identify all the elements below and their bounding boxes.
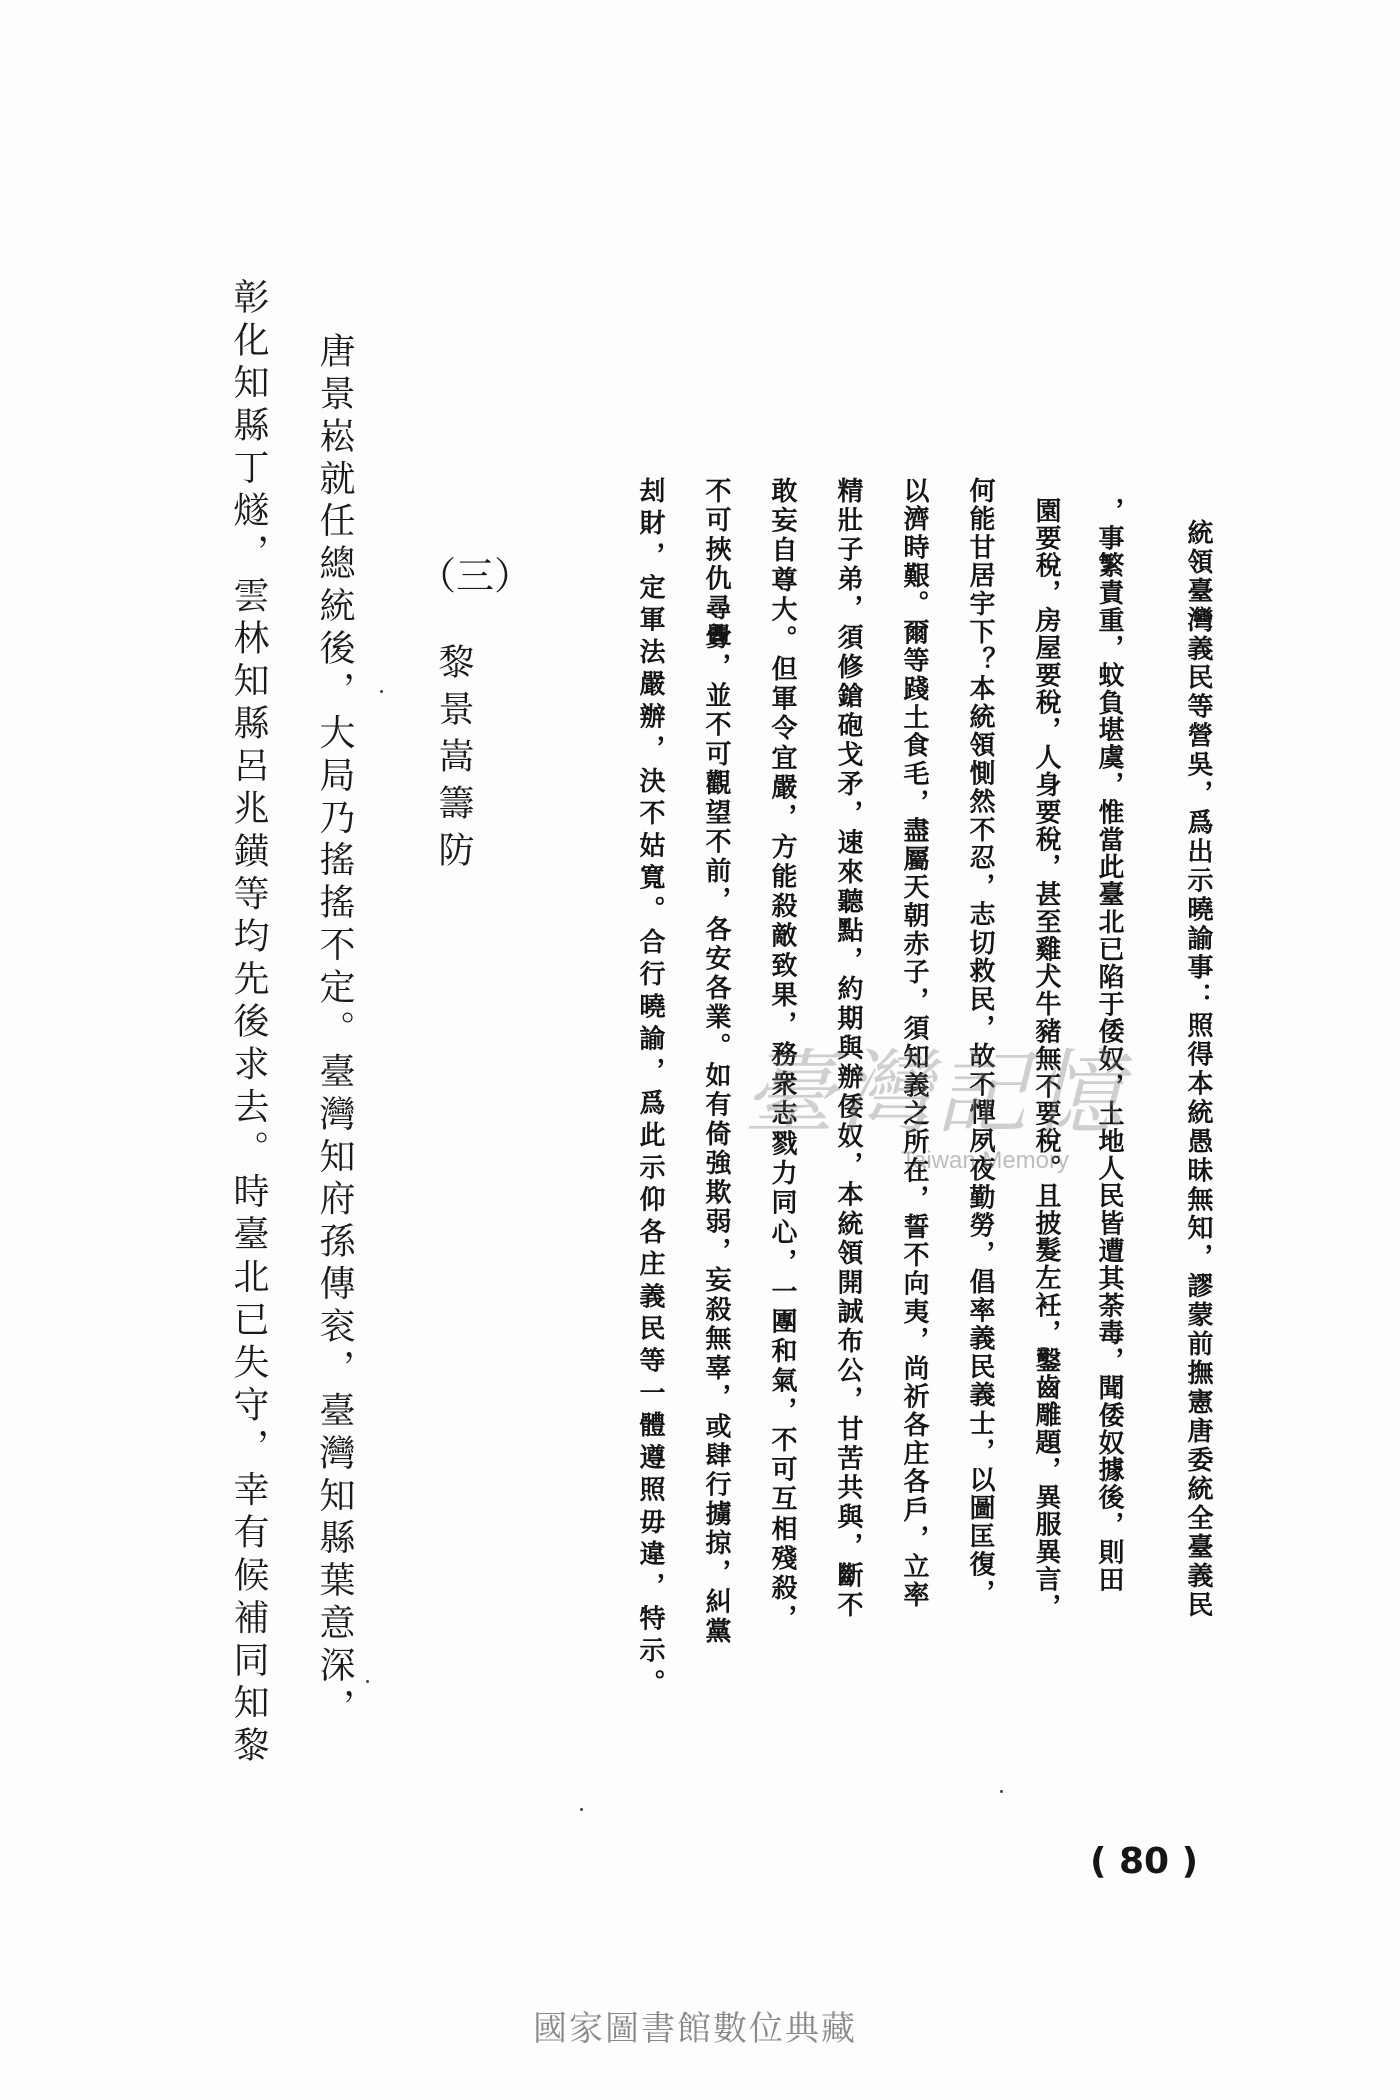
watermark-text: 臺灣記憶 (742, 1040, 1127, 1147)
proclamation-column-9: 刦財，定軍法嚴辦，決不姑寬。合行曉諭，爲此示仰各庄義民等一體遵照毋違，特示。 (635, 477, 665, 1695)
proclamation-column-6: 精壯子弟，須修鎗砲戈矛，速來聽點，約期與辦倭奴，本統領開誠布公，甘苦共與，斷不 (833, 477, 863, 1617)
library-footer: 國家圖書館數位典藏 (533, 2009, 857, 2049)
proclamation-column-7: 敢妄自尊大。但軍令宜嚴，方能殺敵致果，務衆志戮力同心，一團和氣，不可互相殘殺， (767, 477, 797, 1630)
page-number: ( 80 ) (1089, 1841, 1199, 1882)
proclamation-column-5: 以濟時艱。爾等踐土食毛，盡屬天朝赤子，須知義之所在，誓不向夷，尚祈各庄各戶，立率 (899, 477, 929, 1607)
scan-speck (366, 1680, 369, 1683)
narrative-column-1: 唐景崧就任總統後，大局乃搖搖不定。臺灣知府孫傳衮，臺灣知縣葉意深， (314, 332, 355, 1724)
section-title: 黎景嵩籌防 (433, 643, 474, 867)
scan-speck (1000, 1790, 1003, 1793)
proclamation-column-1: 統領臺灣義民等營吳，爲出示曉諭事：照得本統愚昧無知，謬蒙前撫憲唐委統全臺義民 (1183, 519, 1213, 1617)
section-number: （三） (418, 554, 533, 598)
proclamation-column-8: 不可挾仇尋釁，並不可觀望不前，各安各業。如有倚強欺弱，妄殺無辜，或肆行擄掠，糾黨 (701, 477, 731, 1643)
watermark-subtitle: Taiwan Memory (900, 1147, 1070, 1174)
proclamation-column-4: 何能甘居宇下？本統領惻然不忍，志切救民，故不憚夙夜勤勞，倡率義民義士，以圖匡復， (965, 477, 995, 1605)
scan-speck (580, 1808, 583, 1811)
narrative-column-2: 彰化知縣丁燧，雲林知縣呂兆鐄等均先後求去。時臺北已失守，幸有候補同知黎 (228, 278, 269, 1762)
scan-speck (380, 690, 383, 693)
proclamation-column-2: ，事繁責重，蚊負堪虞，惟當此臺北已陷于倭奴，土地人民皆遭其荼毒，聞倭奴據後，則田 (1094, 497, 1124, 1592)
proclamation-column-3: 園要稅，房屋要稅，人身要稅，甚至雞犬牛豬無不要稅。且披髮左衽，鑿齒雕題，異服異言， (1031, 497, 1061, 1619)
